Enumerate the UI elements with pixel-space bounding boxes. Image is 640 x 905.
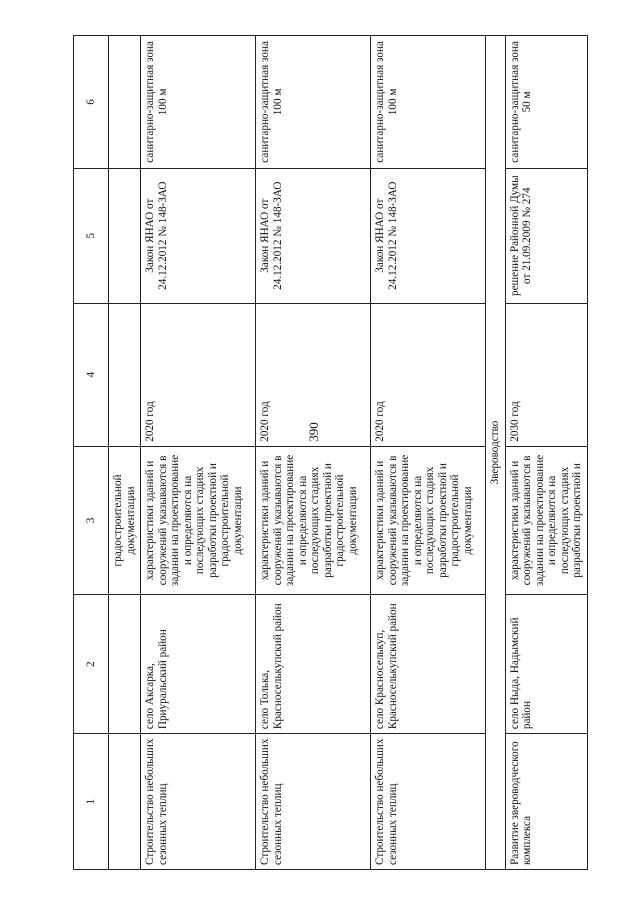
col-header-4: 4 (74, 303, 109, 446)
cell-characteristics: характеристики зданий и сооружений указываются в задании на проектирование и определяются на последующих стадиях разработки проектной и градостроительной документации (371, 446, 486, 594)
cell-empty (109, 734, 141, 870)
cell-characteristics: характеристики зданий и сооружений указываются в задании на проектирование и определяются на последующих стадиях разработки проектной и (505, 446, 587, 594)
cell-basis: Закон ЯНАО от 24.12.2012 № 148-ЗАО (371, 168, 486, 303)
cell-empty (109, 303, 141, 446)
table-row (505, 36, 587, 870)
cell-year: 2030 год (505, 303, 587, 446)
cell-name: Строительство небольших сезонных теплиц (256, 734, 371, 870)
cell-characteristics: характеристики зданий и сооружений указываются в задании на проектирование и определяются на последующих стадиях разработки проектной и градостроительной документации (256, 446, 371, 594)
col-header-5: 5 (74, 168, 109, 303)
col-header-3: 3 (74, 446, 109, 594)
section-title: Звероводство (486, 36, 506, 870)
col-header-2: 2 (74, 595, 109, 734)
table-header-row (74, 36, 109, 870)
cell-location: село Аксарка, Приуральский район (141, 595, 256, 734)
cell-zone: санитарно-защитная зона 50 м (505, 36, 587, 169)
table-row (371, 36, 486, 870)
col-header-1: 1 (74, 734, 109, 870)
section-row (486, 36, 506, 870)
cell-zone: санитарно-защитная зона 100 м (141, 36, 256, 169)
cell-location: село Красноселькуп, Красноселькупский район (371, 595, 486, 734)
cell-basis: решение Районной Думы от 21.09.2009 № 274 (505, 168, 587, 303)
table-row (256, 36, 371, 870)
rotated-table-wrapper (73, 35, 593, 870)
cell-zone: санитарно-защитная зона 100 м (371, 36, 486, 169)
cell-location: село Толька, Красноселькупский район (256, 595, 371, 734)
cell-name: Строительство небольших сезонных теплиц (371, 734, 486, 870)
cell-year: 2020 год (141, 303, 256, 446)
cell-basis: Закон ЯНАО от 24.12.2012 № 148-ЗАО (141, 168, 256, 303)
zones-table (73, 35, 588, 870)
cell-name: Строительство небольших сезонных теплиц (141, 734, 256, 870)
cell-zone: санитарно-защитная зона 100 м (256, 36, 371, 169)
table-row-continuation (109, 36, 141, 870)
cell-location: село Ныда, Надымский район (505, 595, 587, 734)
cell-continuation-text: градостроительной документации (109, 446, 141, 594)
cell-empty (109, 595, 141, 734)
cell-year: 2020 год (371, 303, 486, 446)
table-row (141, 36, 256, 870)
cell-characteristics: характеристики зданий и сооружений указываются в задании на проектирование и определяются на последующих стадиях разработки проектной и градостроительной документации (141, 446, 256, 594)
cell-empty (109, 168, 141, 303)
page-number: 390 (305, 422, 321, 442)
cell-basis: Закон ЯНАО от 24.12.2012 № 148-ЗАО (256, 168, 371, 303)
cell-name: Развитие звероводческого комплекса (505, 734, 587, 870)
cell-empty (109, 36, 141, 169)
col-header-6: 6 (74, 36, 109, 169)
cell-year: 2020 год (256, 303, 371, 446)
